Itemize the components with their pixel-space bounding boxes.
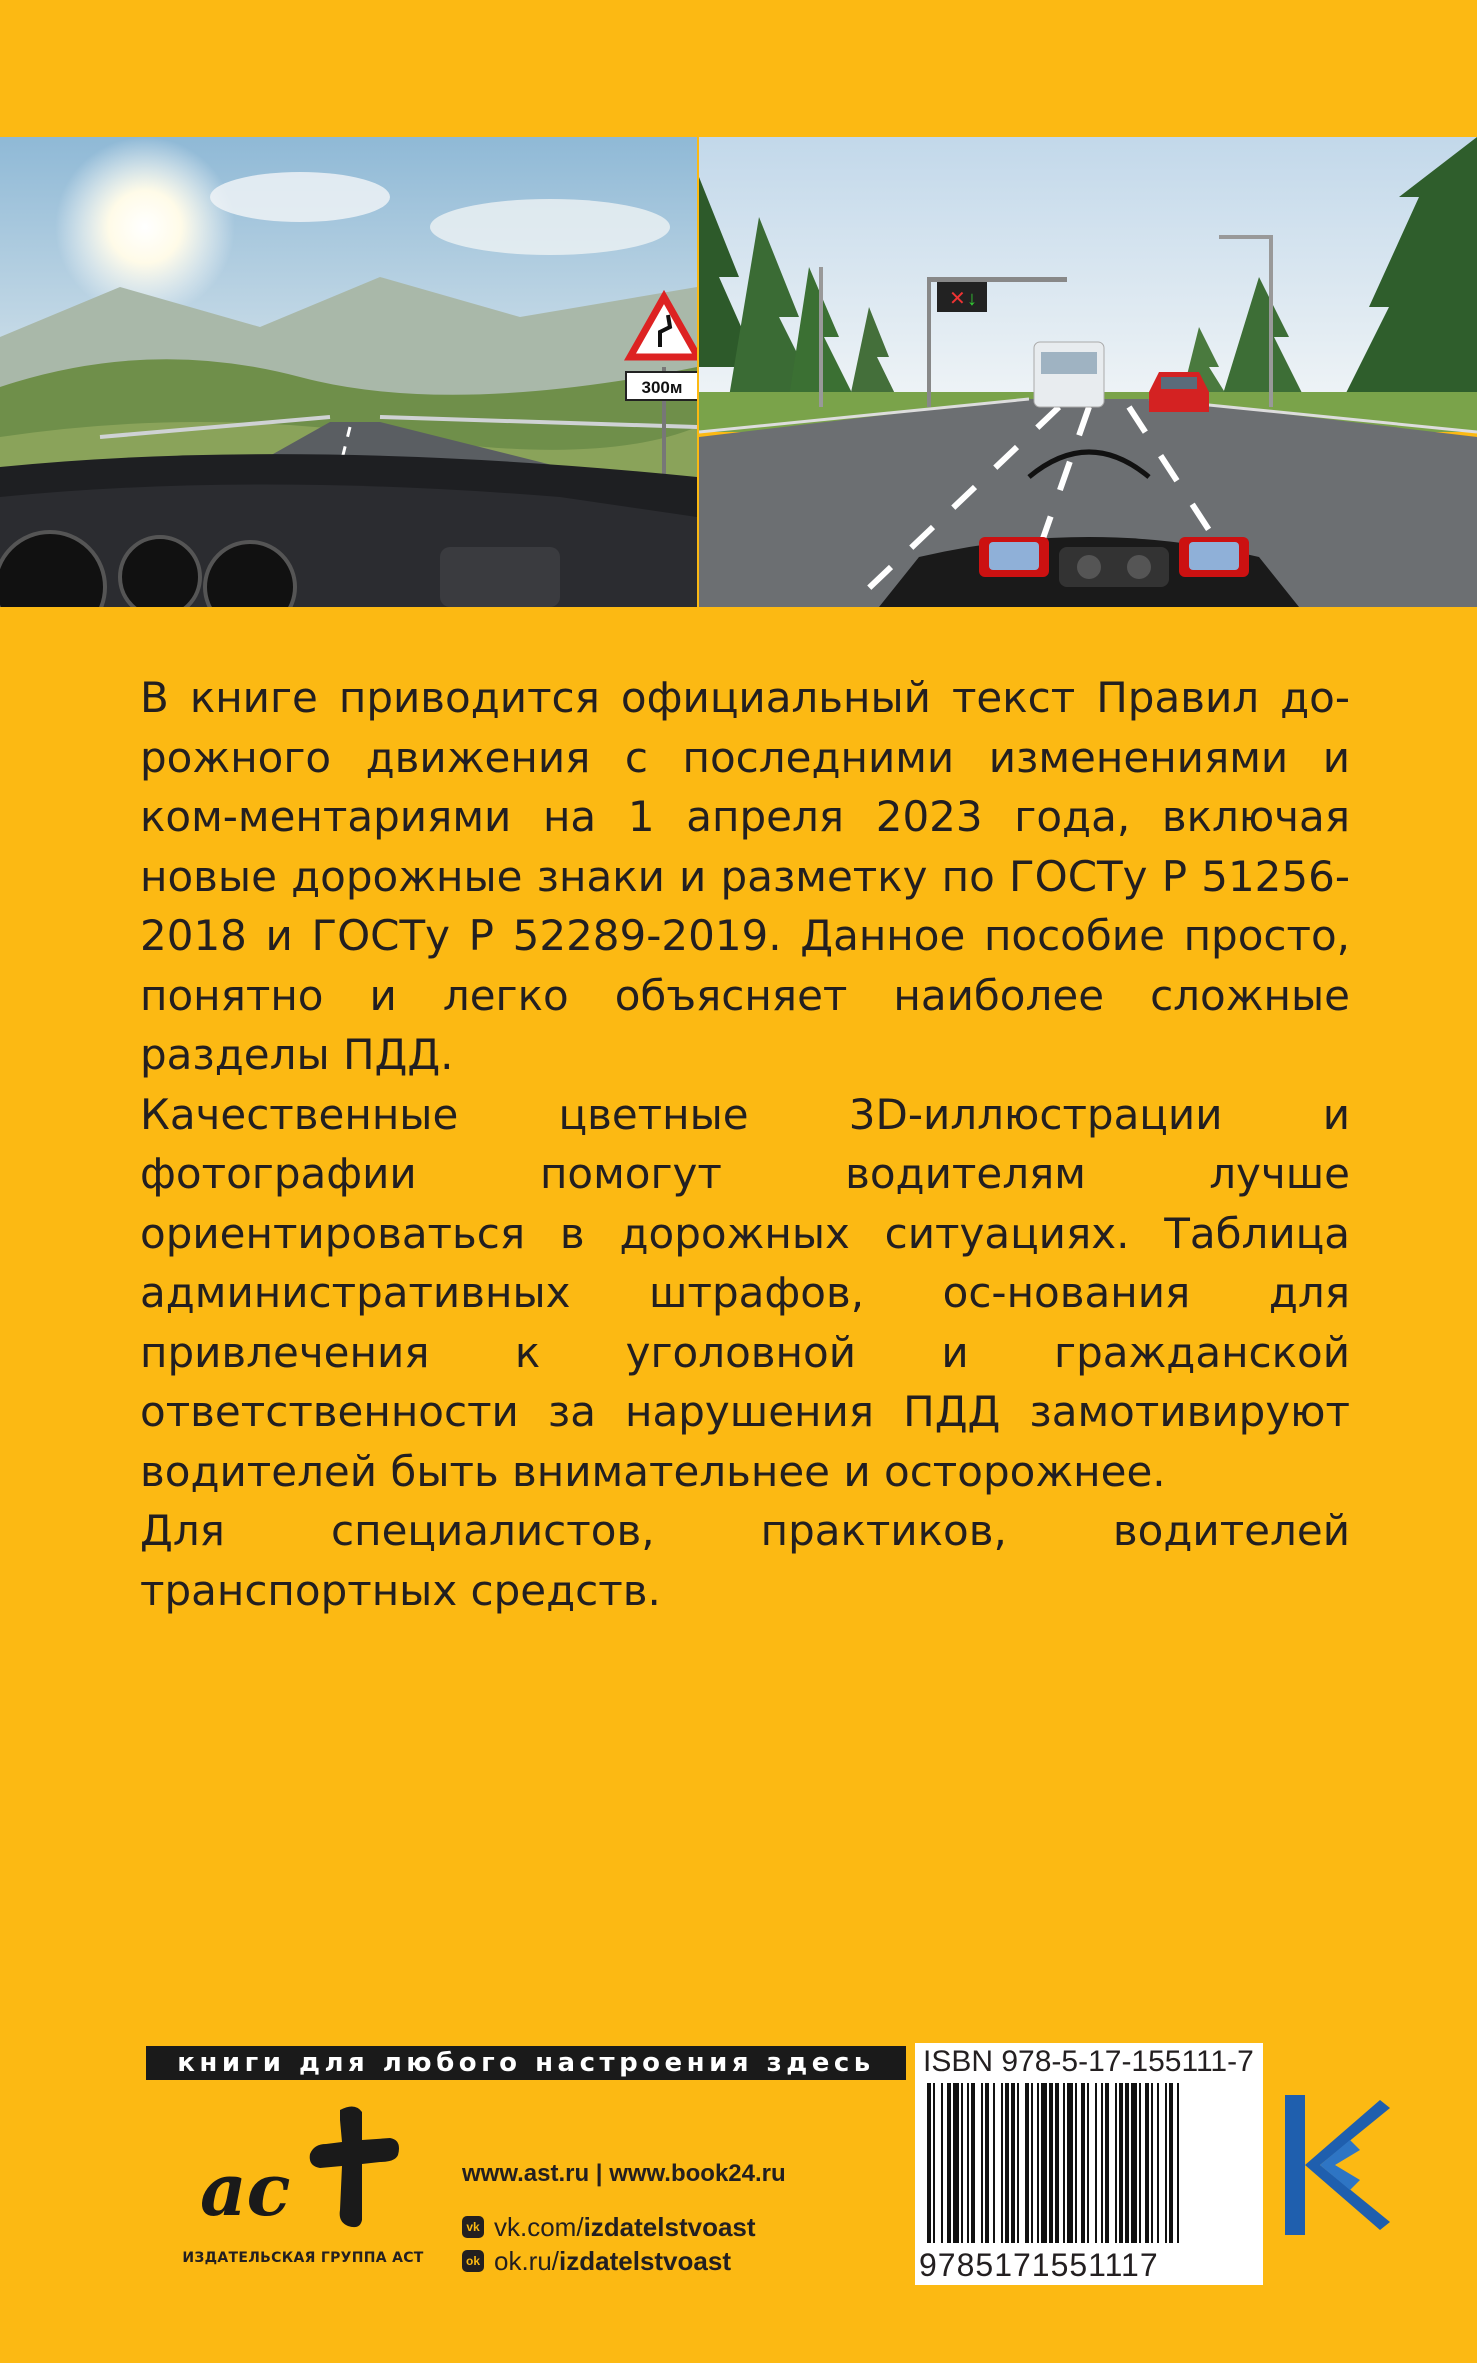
isbn-digits: 9785171551117 [919, 2247, 1159, 2283]
k-publisher-logo [1280, 2090, 1400, 2240]
description-paragraph-3: Для специалистов, практиков, водителей транспортных средств. [140, 1506, 1350, 1615]
ok-handle: izdatelstvoast [559, 2245, 731, 2276]
website-links[interactable]: www.ast.ru | www.book24.ru [462, 2160, 786, 2187]
motorcycle-road-photo [699, 137, 1477, 607]
description-paragraph-1: В книге приводится официальный текст Правил до-рожного движения с последними изменениями и ком-ментариями на 1 апреля 2023 года, включая новые дорожные знаки и разметку по ГОСТу Р 51256-2018 и ГОСТу Р 52289-2019. Данное пособие просто, понятно и легко объясняет наиболее сложные разделы ПДД. [140, 673, 1350, 1079]
publisher-name: ИЗДАТЕЛЬСКАЯ ГРУППА АСТ [182, 2250, 424, 2266]
svg-text:✕: ✕ [949, 288, 966, 310]
distance-sign-text: 300м [641, 378, 683, 397]
svg-text:↓: ↓ [967, 288, 977, 310]
isbn-label: ISBN 978-5-17-155111-7 [923, 2045, 1254, 2078]
vk-link[interactable] [462, 2210, 786, 2244]
vk-handle: izdatelstvoast [583, 2211, 756, 2242]
ok-link[interactable] [462, 2244, 786, 2278]
publisher-links [462, 2160, 786, 2278]
ok-icon: ok [462, 2250, 484, 2272]
ok-prefix: ok.ru/ [494, 2245, 560, 2276]
description-paragraph-2: Качественные цветные 3D-иллюстрации и фотографии помогут водителям лучше ориентироваться в дорожных ситуациях. Таблица административных штрафов, ос-нования для привлечения к уголовной и гражданской ответственности за нарушения ПДД замотивируют водителей быть внимательнее и осторожнее. [140, 1089, 1350, 1496]
ast-logo [170, 2100, 430, 2230]
barcode-icon [923, 2083, 1255, 2247]
vk-prefix: vk.com/ [494, 2211, 584, 2242]
slogan-bar: книги для любого настроения здесь [146, 2046, 906, 2080]
book-description [140, 668, 1350, 1620]
ast-logo-text: ac [200, 2147, 291, 2230]
cover-photos [0, 137, 1477, 607]
vk-icon: vk [462, 2216, 484, 2238]
isbn-barcode [915, 2043, 1263, 2285]
dashboard-road-photo [0, 137, 697, 607]
